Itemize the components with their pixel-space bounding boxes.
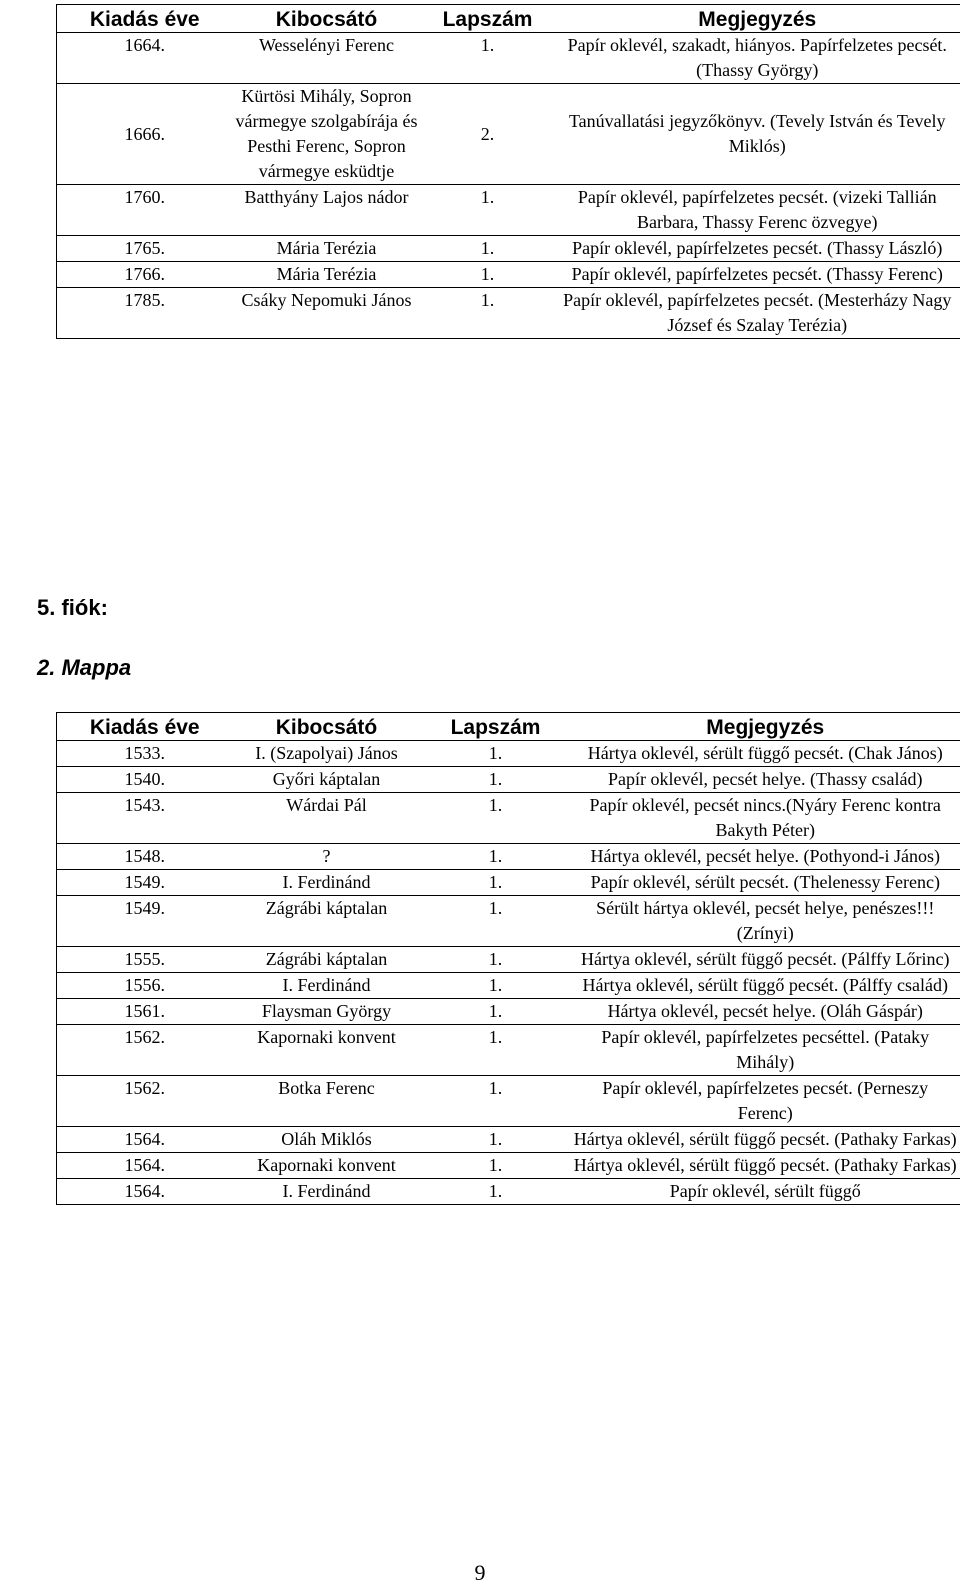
header-issuer: Kibocsátó — [275, 8, 378, 31]
cell-pages: 1. — [421, 185, 555, 236]
cell-year: 1562. — [57, 1025, 233, 1076]
cell-year: 1533. — [57, 741, 233, 767]
archive-table-1 — [56, 4, 960, 339]
table-row — [57, 185, 960, 236]
cell-issuer: Kapornaki konvent — [233, 1153, 421, 1179]
cell-note: Papír oklevél, szakadt, hiányos. Papírfelzetes pecsét. (Thassy György) — [555, 33, 960, 84]
cell-year: 1564. — [57, 1153, 233, 1179]
cell-pages: 1. — [421, 973, 571, 999]
cell-note: Papír oklevél, papírfelzetes pecsét. (Mesterházy Nagy József és Szalay Terézia) — [555, 288, 960, 339]
cell-issuer: Wesselényi Ferenc — [233, 33, 421, 84]
table-row — [57, 896, 960, 947]
header-pages: Lapszám — [442, 8, 533, 31]
cell-note: Hártya oklevél, sérült függő pecsét. (Pathaky Farkas) — [571, 1127, 960, 1153]
table-row — [57, 1025, 960, 1076]
cell-note: Hártya oklevél, sérült függő pecsét. (Chak János) — [571, 741, 960, 767]
cell-issuer: Wárdai Pál — [233, 793, 421, 844]
cell-issuer: Zágrábi káptalan — [233, 896, 421, 947]
table-row — [57, 262, 960, 288]
cell-pages: 1. — [421, 236, 555, 262]
cell-pages: 1. — [421, 1179, 571, 1205]
cell-year: 1664. — [57, 33, 233, 84]
cell-issuer: ? — [233, 844, 421, 870]
cell-pages: 1. — [421, 1127, 571, 1153]
cell-note: Tanúvallatási jegyzőkönyv. (Tevely István és Tevely Miklós) — [555, 84, 960, 185]
header-note: Megjegyzés — [698, 8, 817, 31]
cell-issuer: Csáky Nepomuki János — [233, 288, 421, 339]
table-header-row — [57, 5, 960, 33]
cell-note: Papír oklevél, papírfelzetes pecsét. (Perneszy Ferenc) — [571, 1076, 960, 1127]
cell-note: Papír oklevél, papírfelzetes pecsét. (Thassy Ferenc) — [555, 262, 960, 288]
table-row — [57, 844, 960, 870]
cell-note: Hártya oklevél, pecsét helye. (Pothyond-i János) — [571, 844, 960, 870]
table-row — [57, 288, 960, 339]
cell-pages: 1. — [421, 1025, 571, 1076]
folder-heading: 2. Mappa — [37, 655, 132, 680]
cell-issuer: Kürtösi Mihály, Sopron vármegye szolgabírája és Pesthi Ferenc, Sopron vármegye esküdtje — [233, 84, 421, 185]
archive-table-2 — [56, 712, 960, 1205]
cell-issuer: Batthyány Lajos nádor — [233, 185, 421, 236]
cell-note: Hártya oklevél, sérült függő pecsét. (Pálffy Lőrinc) — [571, 947, 960, 973]
table-row — [57, 1076, 960, 1127]
drawer-heading: 5. fiók: — [37, 595, 108, 620]
cell-pages: 1. — [421, 844, 571, 870]
cell-pages: 1. — [421, 896, 571, 947]
cell-year: 1561. — [57, 999, 233, 1025]
cell-pages: 1. — [421, 1153, 571, 1179]
cell-issuer: Mária Terézia — [233, 262, 421, 288]
cell-note: Papír oklevél, sérült pecsét. (Thelenessy Ferenc) — [571, 870, 960, 896]
cell-year: 1562. — [57, 1076, 233, 1127]
cell-issuer: Oláh Miklós — [233, 1127, 421, 1153]
cell-issuer: I. Ferdinánd — [233, 1179, 421, 1205]
cell-issuer: Botka Ferenc — [233, 1076, 421, 1127]
cell-pages: 1. — [421, 870, 571, 896]
cell-year: 1785. — [57, 288, 233, 339]
cell-note: Papír oklevél, pecsét nincs.(Nyáry Ferenc kontra Bakyth Péter) — [571, 793, 960, 844]
cell-issuer: I. Ferdinánd — [233, 973, 421, 999]
cell-year: 1766. — [57, 262, 233, 288]
table-row — [57, 767, 960, 793]
cell-year: 1564. — [57, 1127, 233, 1153]
cell-year: 1564. — [57, 1179, 233, 1205]
table-row — [57, 84, 960, 185]
table-header-row — [57, 713, 960, 741]
table-row — [57, 870, 960, 896]
cell-pages: 1. — [421, 741, 571, 767]
table-row — [57, 33, 960, 84]
cell-note: Sérült hártya oklevél, pecsét helye, penészes!!! (Zrínyi) — [571, 896, 960, 947]
cell-pages: 1. — [421, 999, 571, 1025]
cell-issuer: I. (Szapolyai) János — [233, 741, 421, 767]
table-row — [57, 1179, 960, 1205]
cell-note: Papír oklevél, sérült függő — [571, 1179, 960, 1205]
cell-issuer: Kapornaki konvent — [233, 1025, 421, 1076]
table-row — [57, 973, 960, 999]
table-row — [57, 1127, 960, 1153]
header-year: Kiadás éve — [89, 8, 200, 31]
cell-issuer: Flaysman György — [233, 999, 421, 1025]
cell-note: Hártya oklevél, sérült függő pecsét. (Pathaky Farkas) — [571, 1153, 960, 1179]
cell-pages: 2. — [421, 84, 555, 185]
cell-issuer: Mária Terézia — [233, 236, 421, 262]
cell-note: Hártya oklevél, sérült függő pecsét. (Pálffy család) — [571, 973, 960, 999]
cell-year: 1548. — [57, 844, 233, 870]
cell-note: Papír oklevél, pecsét helye. (Thassy család) — [571, 767, 960, 793]
cell-year: 1760. — [57, 185, 233, 236]
cell-issuer: Győri káptalan — [233, 767, 421, 793]
cell-pages: 1. — [421, 262, 555, 288]
header-issuer: Kibocsátó — [275, 716, 378, 739]
cell-year: 1549. — [57, 870, 233, 896]
header-year: Kiadás éve — [89, 716, 200, 739]
table-row — [57, 947, 960, 973]
cell-note: Papír oklevél, papírfelzetes pecséttel. (Pataky Mihály) — [571, 1025, 960, 1076]
table-row — [57, 741, 960, 767]
cell-note: Hártya oklevél, pecsét helye. (Oláh Gáspár) — [571, 999, 960, 1025]
cell-pages: 1. — [421, 1076, 571, 1127]
cell-pages: 1. — [421, 793, 571, 844]
cell-year: 1666. — [57, 84, 233, 185]
cell-pages: 1. — [421, 767, 571, 793]
cell-pages: 1. — [421, 947, 571, 973]
cell-year: 1556. — [57, 973, 233, 999]
cell-year: 1765. — [57, 236, 233, 262]
table-row — [57, 999, 960, 1025]
cell-pages: 1. — [421, 33, 555, 84]
cell-year: 1543. — [57, 793, 233, 844]
cell-issuer: I. Ferdinánd — [233, 870, 421, 896]
table-row — [57, 236, 960, 262]
header-note: Megjegyzés — [706, 716, 825, 739]
table-row — [57, 1153, 960, 1179]
cell-year: 1555. — [57, 947, 233, 973]
page-number: 9 — [474, 1560, 486, 1585]
cell-note: Papír oklevél, papírfelzetes pecsét. (Thassy László) — [555, 236, 960, 262]
table-row — [57, 793, 960, 844]
header-pages: Lapszám — [450, 716, 541, 739]
cell-issuer: Zágrábi káptalan — [233, 947, 421, 973]
cell-note: Papír oklevél, papírfelzetes pecsét. (vizeki Tallián Barbara, Thassy Ferenc özvegye) — [555, 185, 960, 236]
cell-pages: 1. — [421, 288, 555, 339]
cell-year: 1549. — [57, 896, 233, 947]
cell-year: 1540. — [57, 767, 233, 793]
